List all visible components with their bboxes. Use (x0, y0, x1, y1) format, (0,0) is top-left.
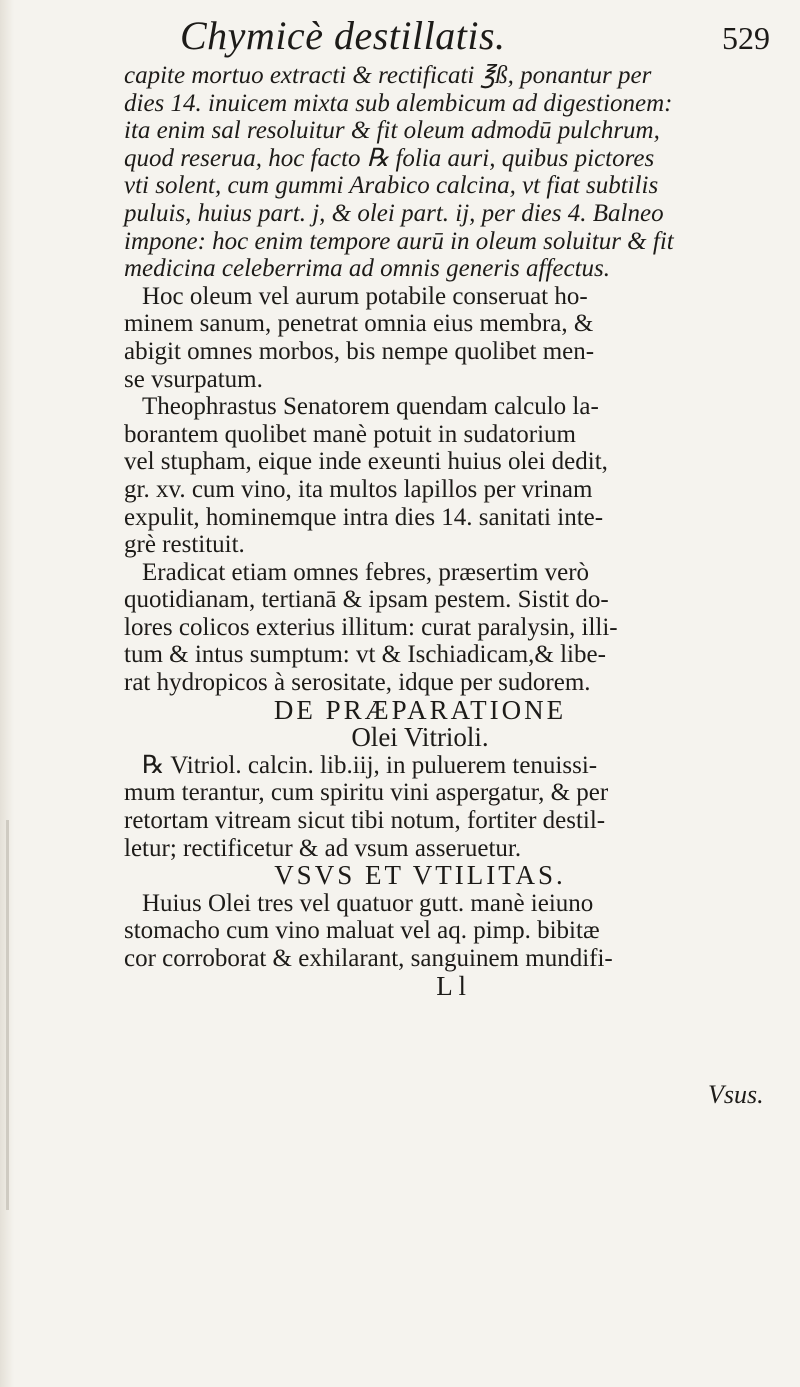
text-line: rat hydropicos à serositate, idque per sudorem. (124, 669, 591, 697)
margin-note: Vsus. (708, 1080, 764, 1109)
paragraph-start: Hoc oleum vel aurum potabile conseruat ho- (142, 282, 588, 310)
paragraph-start: Theophrastus Senatorem quendam calculo la- (142, 393, 599, 421)
binding-rule (6, 820, 9, 1210)
page-number: 529 (722, 20, 770, 56)
text-line: minem sanum, penetrat omnia eius membra, & (124, 310, 594, 338)
text-line: se vsurpatum. (124, 365, 263, 393)
text-line: quod reserua, hoc facto ℞ folia auri, quibus pictores (124, 144, 655, 172)
paragraph-start: Huius Olei tres vel quatuor gutt. manè ieiuno (142, 889, 594, 917)
text-line: ita enim sal resoluitur & fit oleum admodū pulchrum, (124, 117, 660, 145)
text-line: quotidianam, tertianā & ipsam pestem. Sistit do- (124, 586, 609, 614)
text-line: vti solent, cum gummi Arabico calcina, vt fiat subtilis (124, 172, 659, 200)
text-line: mum terantur, cum spiritu vini aspergatur, & per (124, 779, 609, 807)
section-subheading: Olei Vitrioli. (351, 722, 489, 753)
paragraph-start: ℞ Vitriol. calcin. lib.iij, in puluerem tenuissi- (142, 751, 598, 779)
text-line: retortam vitream sicut tibi notum, fortiter destil- (124, 807, 606, 835)
text-line: vel stupham, eique inde exeunti huius olei dedit, (124, 448, 608, 476)
text-line: dies 14. inuicem mixta sub alembicum ad digestionem: (124, 89, 673, 117)
text-line: gr. xv. cum vino, ita multos lapillos per vrinam (124, 475, 593, 503)
text-line: grè restituit. (124, 531, 245, 559)
text-line: abigit omnes morbos, bis nempe quolibet men- (124, 337, 595, 365)
body-text (124, 62, 716, 1000)
running-title: Chymicè destillatis. (180, 13, 506, 58)
text-line: expulit, hominemque intra dies 14. sanitati inte- (124, 503, 604, 531)
page-header (0, 6, 800, 66)
paragraph-start: Eradicat etiam omnes febres, præsertim verò (142, 558, 590, 586)
text-line: tum & intus sumptum: vt & Ischiadicam,& libe- (124, 641, 606, 669)
text-line: lores colicos exterius illitum: curat paralysin, illi- (124, 613, 618, 641)
text-line: capite mortuo extracti & rectificati ℥ß, ponantur per (124, 62, 652, 89)
text-line: puluis, huius part. j, & olei part. ij, per dies 4. Balneo (124, 199, 664, 227)
text-line: medicina celeberrima ad omnis generis affectus. (124, 255, 611, 283)
text-line: cor corroborat & exhilarant, sanguinem mundifi- (124, 945, 613, 972)
signature-mark: L l (436, 970, 466, 1001)
section-heading: DE PRÆPARATIONE (273, 694, 567, 725)
text-line: borantem quolibet manè potuit in sudatorium (124, 420, 577, 448)
section-heading: VSVS ET VTILITAS. (274, 860, 566, 891)
text-line: impone: hoc enim tempore aurū in oleum soluitur & fit (124, 227, 674, 255)
text-line: stomacho cum vino maluat vel aq. pimp. bibitæ (124, 917, 600, 945)
text-line: letur; rectificetur & ad vsum asseruetur. (124, 834, 522, 862)
